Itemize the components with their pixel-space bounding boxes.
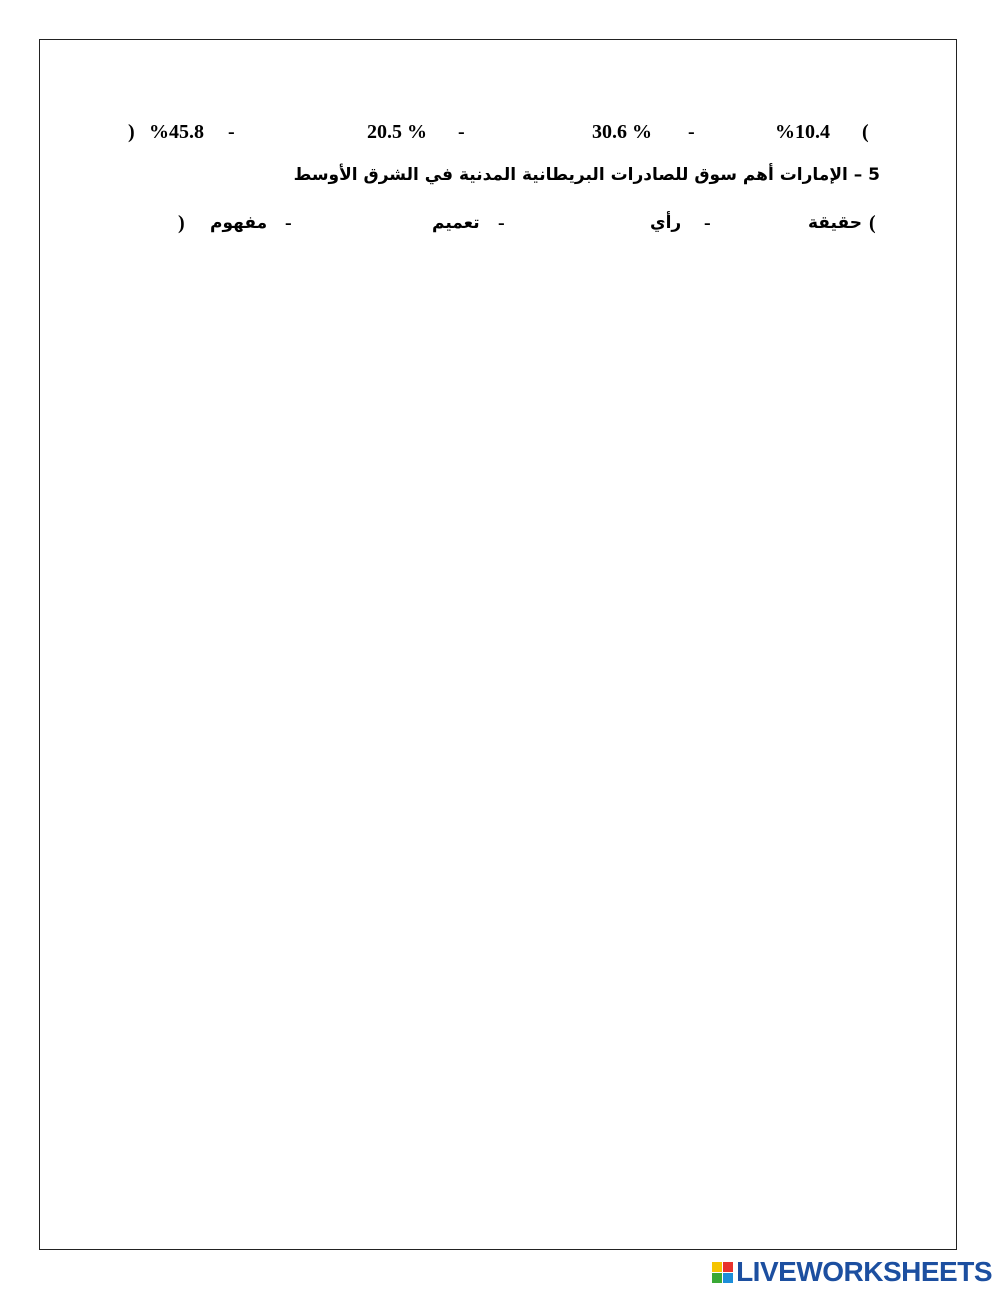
q4-dash-2: - bbox=[458, 121, 465, 143]
q5-dash-3: - bbox=[285, 212, 292, 234]
q5-option-fact[interactable]: حقيقة bbox=[808, 213, 862, 233]
q4-option-1[interactable]: %10.4 bbox=[775, 121, 830, 143]
q5-option-opinion[interactable]: رأي bbox=[650, 213, 682, 233]
q4-open-paren: ( bbox=[862, 121, 869, 143]
q4-option-4[interactable]: %45.8 bbox=[149, 121, 204, 143]
q4-close-paren: ) bbox=[128, 121, 135, 143]
q4-option-2[interactable]: 30.6 % bbox=[592, 121, 652, 143]
liveworksheets-logo-icon bbox=[712, 1262, 733, 1283]
q4-dash-1: - bbox=[688, 121, 695, 143]
q5-dash-1: - bbox=[704, 212, 711, 234]
q5-open-paren: ( bbox=[869, 212, 876, 234]
q5-close-paren: ) bbox=[178, 212, 185, 234]
q5-option-concept[interactable]: مفهوم bbox=[210, 213, 268, 233]
q4-option-3[interactable]: 20.5 % bbox=[367, 121, 427, 143]
q5-question-text: 5 – الإمارات أهم سوق للصادرات البريطانية المدنية في الشرق الأوسط bbox=[293, 165, 880, 185]
q5-option-generalization[interactable]: تعميم bbox=[432, 213, 480, 233]
liveworksheets-logo bbox=[712, 1254, 992, 1290]
q4-dash-3: - bbox=[228, 121, 235, 143]
q5-dash-2: - bbox=[498, 212, 505, 234]
liveworksheets-logo-text: LIVEWORKSHEETS bbox=[736, 1256, 992, 1287]
